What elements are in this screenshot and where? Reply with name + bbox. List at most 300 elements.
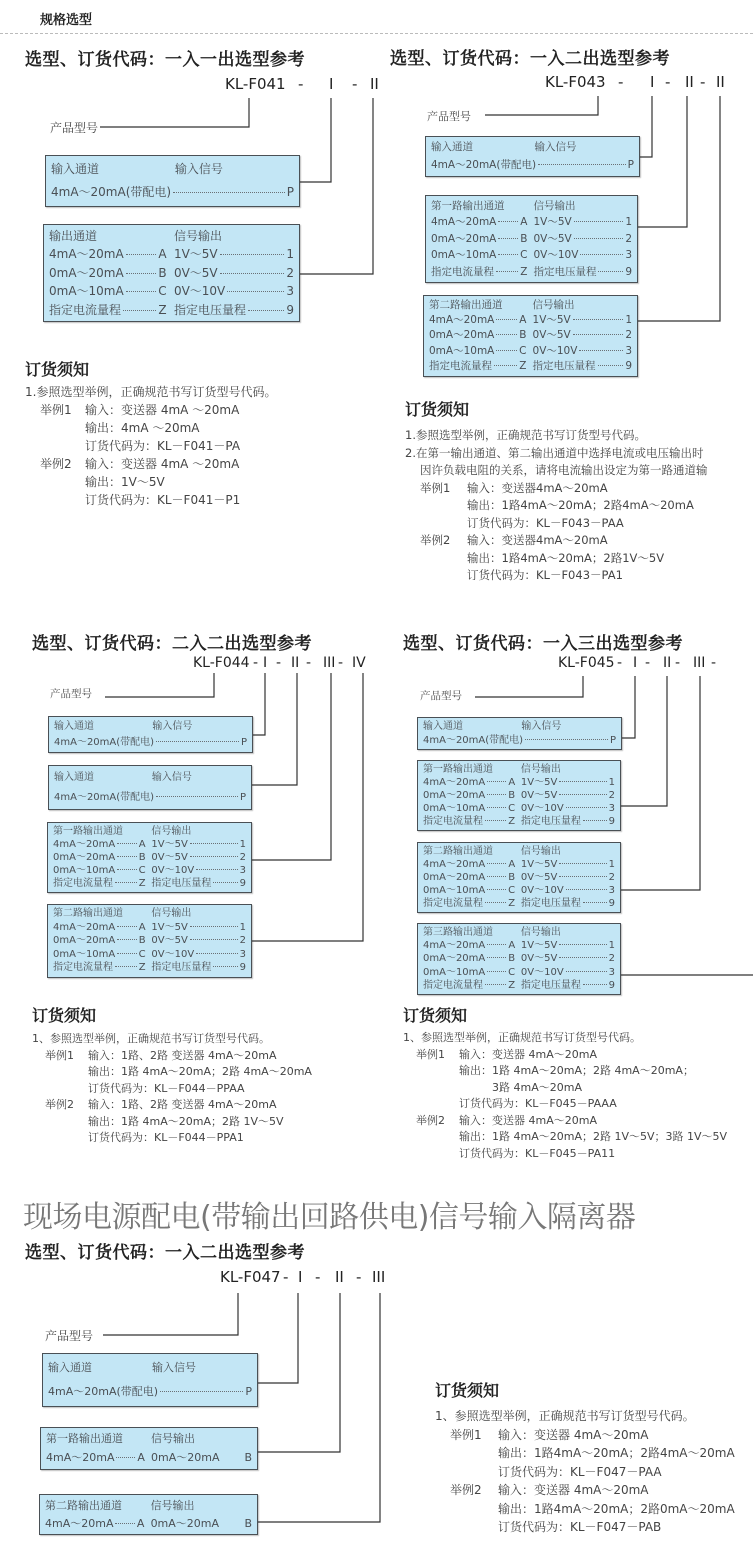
- example-detail: 输入：1路、2路 变送器 4mA～20mA: [88, 1098, 277, 1111]
- option-range: 0mA～10mA: [53, 865, 116, 876]
- option-range: 4mA～20mA: [53, 839, 116, 850]
- example-label: 举例1: [450, 1427, 482, 1442]
- option-range: 4mA～20mA(带配电): [431, 158, 537, 171]
- model-number: KL-F043: [545, 73, 606, 91]
- example-detail: 3路 4mA～20mA: [492, 1080, 582, 1094]
- option-code: 1: [608, 859, 615, 870]
- option-code: P: [240, 736, 247, 748]
- option-code: P: [609, 734, 616, 746]
- model-number: KL-F047: [220, 1268, 281, 1286]
- option-range: 0mA～20mA: [429, 329, 495, 342]
- option-code: 1: [625, 314, 632, 327]
- option-range: 0mA～20mA: [423, 872, 486, 883]
- option-range: 0V～5V: [533, 232, 572, 245]
- option-range: 4mA～20mA(带配电): [54, 791, 155, 803]
- code-segment: II: [370, 75, 379, 93]
- option-code: B: [244, 1516, 252, 1530]
- code-segment: II: [716, 73, 725, 91]
- example-detail: 输入：变送器 4mA ～20mA: [85, 457, 240, 471]
- code-segment: -: [276, 655, 282, 671]
- code-segment: I: [298, 1268, 303, 1286]
- option-code: P: [245, 1385, 252, 1398]
- option-code: 1: [608, 777, 615, 788]
- product-model-label: 产品型号: [427, 110, 471, 123]
- option-code: 9: [625, 265, 632, 278]
- connector-line: [258, 1293, 380, 1522]
- signal-header: 输入信号: [152, 721, 193, 732]
- product-family-title: 现场电源配电(带输出回路供电)信号输入隔离器: [23, 1200, 636, 1235]
- connector-line: [638, 96, 687, 227]
- option-code: B: [244, 1450, 252, 1464]
- example-label: 举例1: [420, 480, 451, 495]
- option-range: 0mA～20mA: [423, 790, 486, 801]
- option-code: C: [158, 284, 167, 299]
- option-range: 指定电压量程: [520, 979, 581, 991]
- option-code: 2: [286, 265, 294, 280]
- example-detail: 订货代码为：KL－F043－PAA: [467, 515, 624, 530]
- option-code: 3: [286, 284, 294, 299]
- code-segment: -: [253, 655, 259, 671]
- option-code: 3: [625, 249, 632, 262]
- option-range: 指定电压量程: [173, 302, 246, 317]
- code-segment: -: [298, 75, 304, 93]
- option-code: 9: [608, 816, 615, 827]
- code-segment: I: [633, 655, 638, 671]
- option-code: 2: [608, 872, 615, 883]
- option-range: 指定电压量程: [532, 359, 596, 372]
- option-range: 0mA～20mA: [49, 265, 124, 280]
- option-code: 3: [608, 885, 615, 896]
- code-segment: -: [711, 655, 717, 671]
- channel-header: 输入通道: [54, 772, 94, 783]
- option-range: 4mA～20mA: [423, 940, 486, 952]
- option-code: Z: [138, 878, 146, 889]
- option-range: 0mA～20mA: [151, 1450, 220, 1464]
- code-segment: -: [338, 655, 344, 671]
- code-segment: -: [665, 73, 671, 91]
- option-range: 1V～5V: [533, 216, 572, 229]
- signal-header: 信号输出: [150, 1499, 195, 1512]
- option-code: B: [508, 953, 516, 965]
- section-title: 选型、订货代码：一入二出选型参考: [25, 1243, 305, 1263]
- example-detail: 订货代码为：KL－F045－PAAA: [459, 1097, 617, 1110]
- connector-line: [105, 673, 214, 697]
- notice-title: 订货须知: [403, 1006, 468, 1025]
- example-detail: 输入：变送器4mA～20mA: [467, 533, 608, 547]
- connector-line: [100, 98, 249, 127]
- channel-header: 第二路输出通道: [423, 846, 493, 857]
- example-detail: 输出：4mA ～20mA: [85, 421, 200, 435]
- option-code: 1: [608, 940, 615, 952]
- channel-header: 输出通道: [49, 228, 98, 243]
- option-code: 1: [286, 247, 294, 262]
- product-model-label: 产品型号: [45, 1329, 94, 1343]
- notice-title: 订货须知: [405, 400, 470, 419]
- code-segment: I: [650, 73, 655, 91]
- option-code: 1: [625, 216, 632, 229]
- option-code: A: [137, 1450, 145, 1464]
- option-range: 0mA～20mA: [431, 232, 497, 245]
- signal-header: 信号输出: [520, 926, 561, 938]
- option-code: A: [508, 940, 516, 952]
- option-code: 9: [239, 878, 246, 889]
- option-range: 4mA～20mA: [429, 314, 495, 327]
- example-label: 举例2: [420, 533, 451, 547]
- channel-header: 第一路输出通道: [431, 199, 505, 212]
- option-range: 0V～5V: [520, 953, 558, 965]
- option-code: A: [138, 839, 146, 850]
- option-code: B: [519, 329, 527, 342]
- example-detail: 订货代码为：KL－F043－PA1: [467, 568, 623, 582]
- option-code: 3: [608, 803, 615, 814]
- example-label: 举例1: [45, 1048, 74, 1062]
- option-code: A: [138, 921, 146, 933]
- example-detail: 输出：1路4mA～20mA；2路4mA～20mA: [498, 1446, 735, 1460]
- signal-header: 输入信号: [174, 162, 223, 176]
- example-detail: 输出：1路4mA～20mA；2路4mA～20mA: [467, 498, 694, 512]
- section-title: 选型、订货代码：一入二出选型参考: [390, 49, 670, 69]
- example-detail: 输入：变送器4mA～20mA: [467, 480, 608, 495]
- notice-item: 2.在第一输出通道、第二输出通道中选择电流或电压输出时: [405, 445, 704, 460]
- signal-header: 信号输出: [520, 764, 561, 775]
- example-detail: 输入：变送器 4mA～20mA: [498, 1483, 649, 1497]
- option-code: 9: [625, 359, 632, 372]
- code-segment: -: [617, 655, 623, 671]
- example-label: 举例1: [40, 403, 72, 417]
- example-detail: 订货代码为：KL－F041－PA: [85, 439, 241, 453]
- model-number: KL-F045: [558, 655, 615, 671]
- code-segment: -: [315, 1268, 321, 1286]
- channel-header: 第二路输出通道: [53, 908, 123, 920]
- notice-item: 1.参照选型举例，正确规范书写订货型号代码。: [25, 385, 277, 399]
- section-title: 选型、订货代码：二入二出选型参考: [32, 634, 312, 654]
- code-segment: II: [335, 1268, 344, 1286]
- option-range: 0V～10V: [532, 344, 578, 357]
- code-segment: -: [283, 1268, 289, 1286]
- option-code: 3: [608, 966, 615, 978]
- option-range: 指定电流量程: [423, 816, 483, 827]
- option-range: 4mA～20mA(带配电): [54, 736, 155, 748]
- option-range: 指定电流量程: [49, 302, 122, 317]
- product-model-label: 产品型号: [50, 121, 99, 135]
- example-detail: 订货代码为：KL－F045－PA11: [459, 1146, 616, 1160]
- option-range: 4mA～20mA: [423, 859, 486, 870]
- option-code: Z: [520, 265, 528, 278]
- option-range: 0V～10V: [173, 284, 226, 299]
- code-segment: III: [372, 1268, 386, 1286]
- channel-header: 输入通道: [51, 162, 100, 176]
- connector-line: [252, 673, 297, 785]
- channel-header: 第二路输出通道: [429, 298, 503, 311]
- signal-header: 信号输出: [151, 826, 192, 837]
- option-range: 0V～5V: [520, 872, 558, 883]
- option-code: 1: [239, 839, 246, 850]
- channel-header: 第一路输出通道: [53, 826, 123, 837]
- model-number: KL-F044: [193, 655, 250, 671]
- code-segment: II: [663, 655, 672, 671]
- option-range: 指定电压量程: [520, 898, 581, 909]
- option-code: Z: [158, 302, 167, 317]
- example-detail: 订货代码为：KL－F047－PAA: [498, 1464, 662, 1479]
- option-range: 4mA～20mA: [49, 247, 124, 262]
- option-code: Z: [508, 979, 516, 991]
- example-detail: 输出：1路4mA～20mA；2路0mA～20mA: [498, 1501, 735, 1516]
- signal-header: 信号输出: [151, 908, 192, 920]
- example-detail: 输入：变送器 4mA～20mA: [459, 1113, 597, 1127]
- option-code: C: [508, 966, 516, 978]
- option-code: B: [138, 935, 146, 947]
- signal-header: 信号输出: [151, 1432, 196, 1445]
- option-code: A: [508, 777, 516, 788]
- option-code: 1: [239, 921, 246, 933]
- option-code: B: [508, 872, 516, 883]
- code-segment: -: [352, 75, 358, 93]
- option-range: 4mA～20mA: [423, 777, 486, 788]
- option-range: 指定电流量程: [423, 979, 483, 991]
- option-range: 4mA～20mA: [46, 1450, 115, 1464]
- example-detail: 订货代码为：KL－F044－PPA1: [88, 1131, 244, 1144]
- signal-header: 信号输出: [533, 199, 576, 212]
- option-code: B: [520, 232, 528, 245]
- option-range: 0V～10V: [533, 249, 579, 262]
- option-code: C: [138, 948, 146, 960]
- option-code: A: [519, 314, 527, 327]
- example-detail: 输入：变送器 4mA～20mA: [459, 1047, 597, 1061]
- signal-header: 输入信号: [152, 1361, 197, 1374]
- connector-line: [640, 96, 652, 157]
- notice-title: 订货须知: [435, 1381, 500, 1400]
- code-segment: -: [675, 655, 681, 671]
- signal-header: 输入信号: [151, 772, 192, 783]
- option-range: 4mA～20mA(带配电): [423, 734, 524, 746]
- option-code: B: [508, 790, 516, 801]
- example-detail: 订货代码为：KL－F047－PAB: [498, 1520, 662, 1534]
- connector-line: [253, 673, 265, 735]
- option-range: 0mA～20mA: [423, 953, 486, 965]
- code-segment: III: [323, 655, 336, 671]
- option-code: C: [519, 344, 527, 357]
- option-range: 0mA～20mA: [53, 935, 116, 947]
- option-range: 4mA～20mA(带配电): [48, 1385, 159, 1398]
- option-range: 1V～5V: [151, 839, 188, 850]
- option-range: 1V～5V: [173, 247, 218, 262]
- section-title: 选型、订货代码：一入一出选型参考: [25, 50, 305, 70]
- option-range: 1V～5V: [520, 940, 558, 952]
- option-code: Z: [508, 898, 516, 909]
- connector-line: [638, 96, 720, 321]
- option-code: 9: [239, 962, 246, 974]
- option-range: 1V～5V: [532, 314, 571, 327]
- channel-header: 输入通道: [431, 141, 473, 153]
- example-detail: 输出：1路4mA～20mA；2路1V～5V: [467, 550, 665, 565]
- option-range: 0V～5V: [151, 852, 188, 863]
- option-code: 9: [286, 302, 294, 317]
- option-range: 0mA～10mA: [423, 885, 486, 896]
- option-code: 3: [625, 344, 632, 357]
- notice-item: 1、参照选型举例，正确规范书写订货型号代码。: [403, 1031, 641, 1044]
- option-code: P: [286, 185, 294, 199]
- channel-header: 第一路输出通道: [46, 1432, 123, 1445]
- option-code: P: [627, 158, 634, 171]
- option-range: 指定电压量程: [533, 265, 597, 278]
- option-code: 2: [239, 852, 246, 863]
- option-code: 9: [608, 979, 615, 991]
- connector-line: [300, 98, 331, 182]
- connector-line: [258, 1293, 340, 1452]
- code-segment: IV: [352, 655, 366, 671]
- notice-title: 订货须知: [32, 1006, 97, 1025]
- notice-item: 1.参照选型举例，正确规范书写订货型号代码。: [405, 428, 646, 442]
- code-segment: -: [306, 655, 312, 671]
- option-range: 指定电流量程: [53, 962, 113, 974]
- option-range: 0V～5V: [532, 329, 571, 342]
- option-code: 9: [608, 898, 615, 909]
- code-segment: -: [645, 655, 651, 671]
- code-segment: -: [618, 73, 624, 91]
- connector-line: [621, 676, 667, 806]
- code-segment: III: [693, 655, 706, 671]
- connector-line: [621, 676, 700, 890]
- option-range: 0mA～10mA: [429, 344, 495, 357]
- option-range: 4mA～20mA: [45, 1516, 114, 1530]
- notice-item: 1、参照选型举例，正确规范书写订货型号代码。: [32, 1032, 270, 1045]
- option-range: 指定电压量程: [151, 878, 212, 889]
- option-range: 0V～10V: [151, 865, 195, 876]
- example-detail: 输出：1路 4mA～20mA；2路 4mA～20mA: [88, 1065, 312, 1078]
- example-detail: 输出：1路 4mA～20mA；2路 4mA～20mA；: [459, 1064, 694, 1077]
- option-code: B: [138, 852, 146, 863]
- code-segment: I: [263, 655, 268, 671]
- code-segment: I: [329, 75, 334, 93]
- option-code: A: [508, 859, 516, 870]
- option-code: 2: [608, 790, 615, 801]
- option-range: 指定电压量程: [151, 962, 212, 974]
- product-model-label: 产品型号: [420, 690, 462, 702]
- option-range: 0mA～10mA: [53, 948, 116, 960]
- channel-header: 输入通道: [423, 721, 463, 732]
- code-segment: -: [700, 73, 706, 91]
- example-detail: 输出：1路 4mA～20mA；2路 1V～5V: [88, 1114, 284, 1128]
- example-label: 举例2: [416, 1113, 445, 1127]
- option-code: A: [158, 247, 167, 262]
- option-range: 0mA～10mA: [431, 249, 497, 262]
- channel-header: 第三路输出通道: [423, 926, 493, 938]
- option-range: 0V～10V: [520, 885, 564, 896]
- example-detail: 订货代码为：KL－F041－P1: [85, 493, 241, 507]
- connector-line: [475, 676, 583, 697]
- connector-line: [300, 98, 373, 274]
- option-code: Z: [138, 962, 146, 974]
- channel-header: 第一路输出通道: [423, 764, 493, 775]
- option-range: 0V～10V: [151, 948, 195, 960]
- code-segment: II: [685, 73, 694, 91]
- option-range: 指定电压量程: [520, 816, 581, 827]
- option-code: 2: [625, 232, 632, 245]
- connector-line: [258, 1293, 298, 1383]
- option-range: 0V～10V: [520, 966, 564, 978]
- option-range: 0mA～10mA: [423, 966, 486, 978]
- option-code: B: [158, 265, 167, 280]
- connector-line: [252, 673, 331, 860]
- option-code: 3: [239, 865, 246, 876]
- option-range: 0mA～20mA: [53, 852, 116, 863]
- example-detail: 输出：1路 4mA～20mA；2路 1V～5V；3路 1V～5V: [459, 1130, 728, 1143]
- example-detail: 输出：1V～5V: [85, 475, 165, 489]
- connector-line: [622, 676, 635, 738]
- section-title: 选型、订货代码：一入三出选型参考: [403, 634, 683, 654]
- code-segment: II: [291, 655, 300, 671]
- channel-header: 输入通道: [48, 1361, 92, 1374]
- signal-header: 信号输出: [520, 846, 561, 857]
- option-range: 4mA～20mA: [53, 921, 116, 933]
- option-code: 2: [239, 935, 246, 947]
- option-range: 1V～5V: [151, 921, 188, 933]
- option-range: 0V～5V: [520, 790, 558, 801]
- channel-header: 输入通道: [54, 721, 94, 732]
- code-segment: -: [356, 1268, 362, 1286]
- model-number: KL-F041: [225, 75, 286, 93]
- option-range: 指定电流量程: [53, 878, 113, 889]
- option-code: 2: [608, 953, 615, 965]
- option-range: 0mA～10mA: [423, 803, 486, 814]
- signal-header: 信号输出: [173, 228, 222, 243]
- signal-header: 输入信号: [534, 141, 577, 153]
- connector-line: [252, 673, 363, 941]
- option-range: 指定电流量程: [431, 265, 494, 278]
- option-range: 1V～5V: [520, 777, 558, 788]
- option-range: 1V～5V: [520, 859, 558, 870]
- example-label: 举例2: [40, 457, 72, 471]
- option-code: C: [508, 803, 516, 814]
- option-code: A: [520, 216, 528, 229]
- option-range: 0V～5V: [151, 935, 188, 947]
- example-label: 举例2: [450, 1483, 482, 1497]
- signal-header: 输入信号: [521, 721, 562, 732]
- notice-item: 1、参照选型举例，正确规范书写订货型号代码。: [435, 1409, 695, 1423]
- option-range: 0V～5V: [173, 265, 218, 280]
- option-range: 指定电流量程: [429, 359, 492, 372]
- option-code: A: [136, 1516, 145, 1530]
- connector-line: [103, 1293, 238, 1335]
- option-code: C: [520, 249, 528, 262]
- option-range: 0mA～10mA: [49, 284, 124, 299]
- option-code: Z: [519, 359, 527, 372]
- example-detail: 订货代码为：KL－F044－PPAA: [88, 1081, 245, 1095]
- notice-item-continued: 因许负载电阻的关系，请将电流输出设定为第一路通道输: [420, 463, 708, 477]
- option-range: 4mA～20mA: [431, 216, 497, 229]
- option-range: 指定电流量程: [423, 898, 483, 909]
- option-code: 2: [625, 329, 632, 342]
- example-label: 举例2: [45, 1098, 74, 1111]
- option-code: Z: [508, 816, 516, 827]
- option-range: 4mA～20mA(带配电): [51, 185, 172, 199]
- notice-title: 订货须知: [25, 360, 90, 379]
- product-model-label: 产品型号: [50, 688, 92, 700]
- option-range: 0V～10V: [520, 803, 564, 814]
- example-detail: 输入：变送器 4mA ～20mA: [85, 403, 240, 417]
- option-code: 3: [239, 948, 246, 960]
- section-header: 规格选型: [40, 13, 93, 28]
- example-detail: 输入：变送器 4mA～20mA: [498, 1427, 649, 1442]
- option-range: 0mA～20mA: [150, 1516, 220, 1530]
- example-detail: 输入：1路、2路 变送器 4mA～20mA: [88, 1048, 277, 1062]
- channel-header: 第二路输出通道: [45, 1499, 122, 1512]
- option-code: C: [138, 865, 146, 876]
- signal-header: 信号输出: [532, 298, 575, 311]
- option-code: P: [239, 791, 246, 803]
- option-code: C: [508, 885, 516, 896]
- connector-line: [485, 96, 598, 115]
